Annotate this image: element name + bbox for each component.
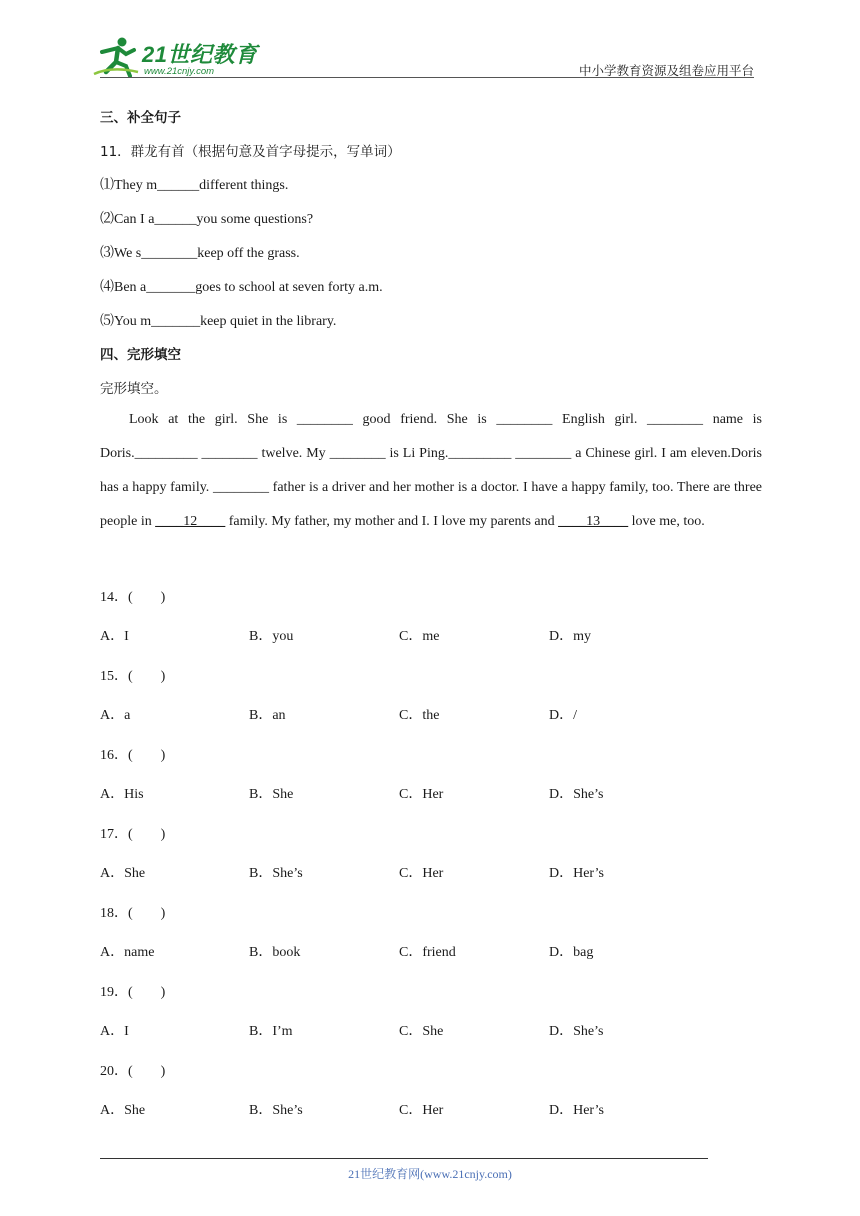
passage-part-2: family. My father, my mother and I. I love my parents and	[225, 514, 559, 529]
option-b[interactable]: B．She’s	[249, 866, 303, 881]
option-b[interactable]: B．She	[249, 787, 294, 802]
question-number: 19．( )	[100, 985, 166, 1000]
option-a[interactable]: A．His	[100, 787, 144, 802]
footer-link[interactable]: 21世纪教育网(www.21cnjy.com)	[348, 1167, 512, 1181]
passage-part-1: Look at the girl. She is ________ good friend. She is ________ English girl. ________ name is Doris._________ ________ twelve. My ________ is Li Ping._________ ________ a Chinese girl. I am eleven.Doris has a happy family. ________ father is a driver and her mother is a doctor. I have a happy family, too. There are three people in	[100, 412, 762, 529]
option-d[interactable]: D．Her’s	[549, 866, 604, 881]
option-b[interactable]: B．an	[249, 708, 286, 723]
section-3-title: 三、补全句子	[100, 110, 181, 126]
option-c[interactable]: C．She	[399, 1024, 444, 1039]
section-4-title: 四、完形填空	[100, 347, 181, 363]
option-d[interactable]: D．my	[549, 629, 591, 644]
question-number: 16．( )	[100, 748, 166, 763]
question-number: 17．( )	[100, 827, 166, 842]
option-c[interactable]: C．the	[399, 708, 440, 723]
q11-item-3: ⑶We s________keep off the grass.	[100, 246, 300, 261]
option-a[interactable]: A．I	[100, 629, 129, 644]
header-platform-label: 中小学教育资源及组卷应用平台	[578, 64, 754, 78]
logo-text: 21世纪教育	[142, 42, 258, 67]
option-b[interactable]: B．you	[249, 629, 294, 644]
q11-item-1: ⑴They m______different things.	[100, 178, 289, 193]
option-d[interactable]: D．/	[549, 708, 577, 723]
option-d[interactable]: D．bag	[549, 945, 594, 960]
option-a[interactable]: A．a	[100, 708, 131, 723]
blank-13: ____13____	[558, 514, 629, 529]
question-number: 14．( )	[100, 590, 166, 605]
option-d[interactable]: D．Her’s	[549, 1103, 604, 1118]
blank-12: ____12____	[155, 514, 226, 529]
option-c[interactable]: C．Her	[399, 787, 444, 802]
cloze-passage	[100, 403, 762, 539]
header-divider	[100, 77, 754, 78]
option-b[interactable]: B．I’m	[249, 1024, 293, 1039]
option-d[interactable]: D．She’s	[549, 1024, 604, 1039]
site-logo	[92, 36, 262, 80]
option-a[interactable]: A．I	[100, 1024, 129, 1039]
option-b[interactable]: B．book	[249, 945, 301, 960]
option-c[interactable]: C．Her	[399, 866, 444, 881]
option-c[interactable]: C．Her	[399, 1103, 444, 1118]
q11-item-2: ⑵Can I a______you some questions?	[100, 212, 314, 227]
option-a[interactable]: A．name	[100, 945, 155, 960]
option-a[interactable]: A．She	[100, 866, 146, 881]
option-b[interactable]: B．She’s	[249, 1103, 303, 1118]
question-number: 15．( )	[100, 669, 166, 684]
q11-item-4: ⑷Ben a_______goes to school at seven forty a.m.	[100, 280, 383, 295]
question-number: 20．( )	[100, 1064, 166, 1079]
q11-item-5: ⑸You m_______keep quiet in the library.	[100, 314, 337, 329]
footer-divider	[100, 1158, 708, 1159]
logo-url: www.21cnjy.com	[144, 66, 215, 77]
running-figure-icon	[92, 36, 142, 78]
question-11-prompt: 11．群龙有首（根据句意及首字母提示，写单词）	[100, 144, 401, 160]
option-c[interactable]: C．friend	[399, 945, 456, 960]
option-d[interactable]: D．She’s	[549, 787, 604, 802]
passage-part-3: love me, too.	[628, 514, 705, 529]
question-number: 18．( )	[100, 906, 166, 921]
cloze-instruction: 完形填空。	[100, 381, 168, 397]
option-a[interactable]: A．She	[100, 1103, 146, 1118]
option-c[interactable]: C．me	[399, 629, 440, 644]
